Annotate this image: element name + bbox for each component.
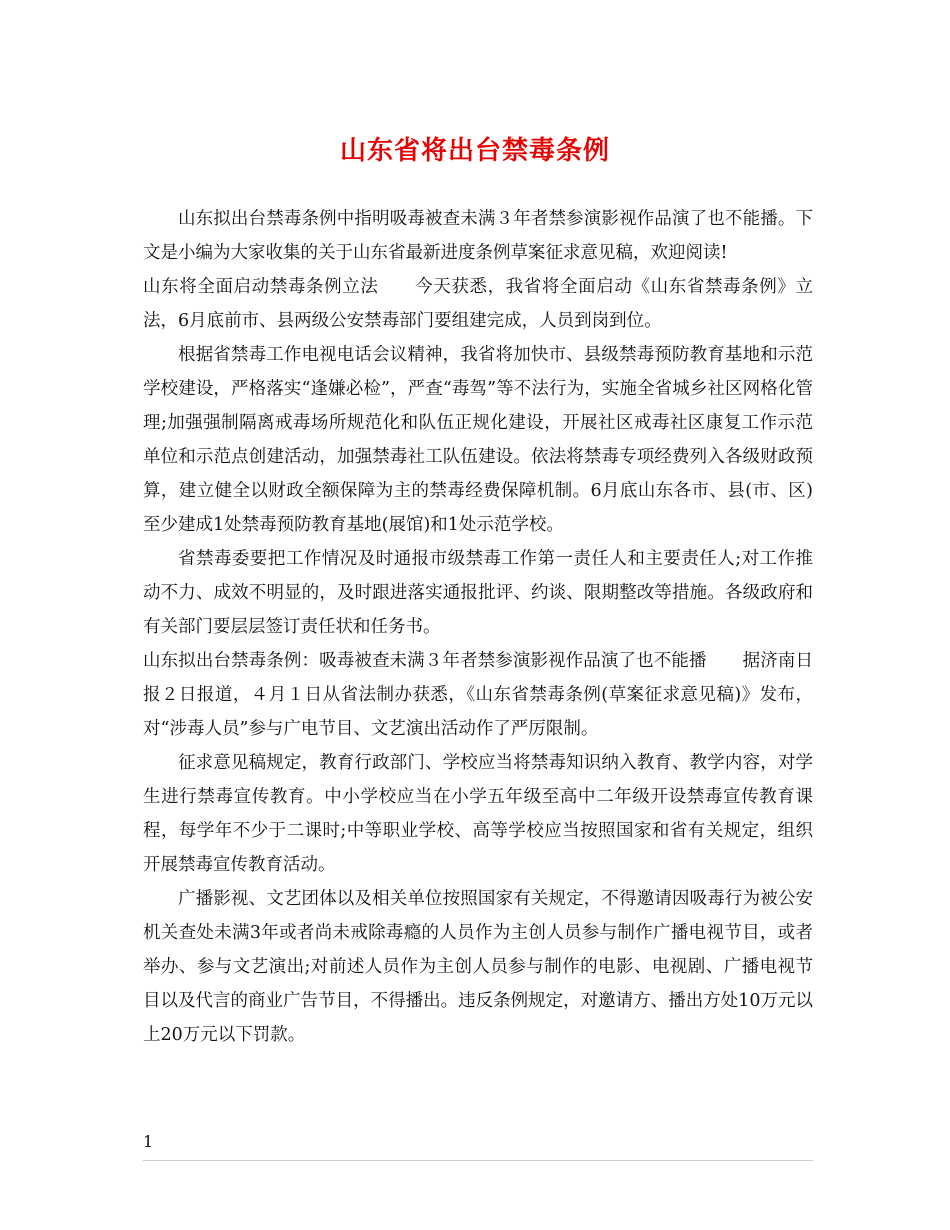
paragraph-draft-text: 据济南日报２日报道，４月１日从省法制办获悉，《山东省禁毒条例(草案征求意见稿)》发布，对“涉毒人员”参与广电节目、文艺演出活动作了严厉限制。 (143, 651, 814, 739)
paragraph-broadcast: 广播影视、文艺团体以及相关单位按照国家有关规定，不得邀请因吸毒行为被公安机关查处未满3年或者尚未戒除毒瘾的人员作为主创人员参与制作广播电视节目，或者举办、参与文艺演出;对前述人员作为主创人员参与制作的电影、电视剧、广播电视节目以及代言的商业广告节目，不得播出。违反条例规定，对邀请方、播出方处10万元以上20万元以下罚款。 (143, 889, 813, 1045)
page-number: 1 (143, 1132, 154, 1151)
paragraph-conference: 根据省禁毒工作电视电话会议精神，我省将加快市、县级禁毒预防教育基地和示范学校建设，严格落实“逢嫌必检”，严查“毒驾”等不法行为，实施全省城乡社区网格化管理;加强强制隔离戒毒场所规范化和队伍正规化建设，开展社区戒毒社区康复工作示范单位和示范点创建活动，加强禁毒社工队伍建设。依法将禁毒专项经费列入各级财政预算，建立健全以财政全额保障为主的禁毒经费保障机制。6月底山东各市、县(市、区)至少建成1处禁毒预防教育基地(展馆)和1处示范学校。 (143, 345, 813, 535)
paragraph-education: 征求意见稿规定，教育行政部门、学校应当将禁毒知识纳入教育、教学内容，对学生进行禁毒宣传教育。中小学校应当在小学五年级至高中二年级开设禁毒宣传教育课程，每学年不少于二课时;中等职业学校、高等学校应当按照国家和省有关规定，组织开展禁毒宣传教育活动。 (143, 753, 813, 875)
paragraph-responsibility: 省禁毒委要把工作情况及时通报市级禁毒工作第一责任人和主要责任人;对工作推动不力、成效不明显的，及时跟进落实通报批评、约谈、限期整改等措施。各级政府和有关部门要层层签订责任状和任务书。 (143, 549, 813, 637)
document-body (143, 202, 813, 1052)
paragraph-draft (143, 644, 813, 746)
paragraph-intro: 山东拟出台禁毒条例中指明吸毒被查未满３年者禁参演影视作品演了也不能播。下文是小编为大家收集的关于山东省最新进度条例草案征求意见稿，欢迎阅读! (143, 209, 813, 263)
paragraph-legislation-text: 今天获悉，我省将全面启动《山东省禁毒条例》立法，6月底前市、县两级公安禁毒部门要组建完成，人员到岗到位。 (143, 277, 814, 331)
section-heading-legislation: 山东将全面启动禁毒条例立法 (143, 277, 379, 297)
footer-divider (143, 1160, 813, 1161)
document-title: 山东省将出台禁毒条例 (339, 136, 610, 166)
paragraph-legislation (143, 270, 813, 338)
section-heading-draft: 山东拟出台禁毒条例：吸毒被查未满３年者禁参演影视作品演了也不能播 (143, 651, 707, 671)
